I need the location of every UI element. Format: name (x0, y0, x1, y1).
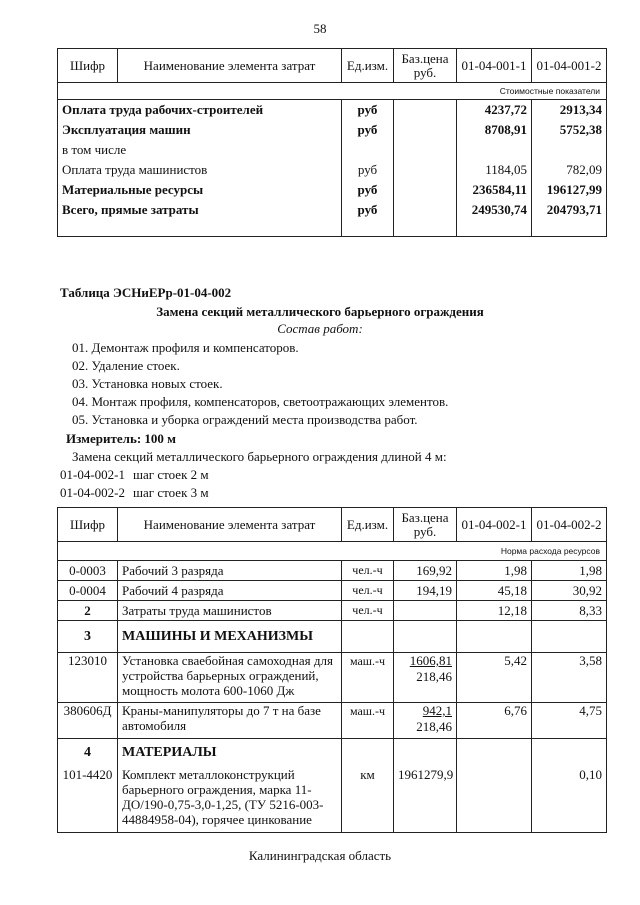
work-item: 01. Демонтаж профиля и компенсаторов. (72, 340, 299, 355)
section-code: 4 (58, 739, 118, 767)
row-value-1 (457, 739, 532, 767)
work-item: 05. Установка и уборка ограждений места производства работ. (72, 412, 418, 427)
table-row (58, 120, 607, 140)
row-price (394, 601, 457, 621)
row-blank (58, 220, 342, 237)
row-value-2: 196127,99 (532, 180, 607, 200)
row-code: 0-0004 (58, 581, 118, 601)
page-number: 58 (313, 21, 327, 36)
row-unit: маш.-ч (342, 653, 394, 703)
table-caption: Замена секций металлического барьерного ограждения (156, 304, 484, 319)
row-name: Всего, прямые затраты (58, 200, 342, 220)
row-value-1: 1,98 (457, 561, 532, 581)
work-item: 02. Удаление стоек. (72, 358, 180, 373)
work-item: 04. Монтаж профиля, компенсаторов, светоотражающих элементов. (72, 394, 449, 409)
row-value-1: 8708,91 (457, 120, 532, 140)
row-unit (342, 739, 394, 767)
table-row (58, 220, 607, 237)
works-title: Состав работ: (277, 321, 363, 336)
row-blank (457, 220, 532, 237)
row-value-1: 236584,11 (457, 180, 532, 200)
row-blank (532, 220, 607, 237)
meter: Измеритель: 100 м (66, 431, 177, 446)
header-code: Шифр (58, 49, 118, 83)
row-blank (342, 220, 394, 237)
row-unit: руб (342, 180, 394, 200)
row-code: 101-4420 (58, 767, 118, 833)
table-row (58, 653, 607, 703)
header-base-price: Баз.цена руб. (394, 508, 457, 542)
row-price (394, 160, 457, 180)
header-col2: 01-04-002-2 (532, 508, 607, 542)
row-value-2: 8,33 (532, 601, 607, 621)
subheader: Норма расхода ресурсов (58, 542, 607, 561)
row-price-machinist: 218,46 (416, 719, 452, 734)
row-value-2: 1,98 (532, 561, 607, 581)
row-price (394, 200, 457, 220)
subheader: Стоимостные показатели (58, 83, 607, 100)
header-unit: Ед.изм. (342, 49, 394, 83)
table-row (58, 561, 607, 581)
work-item: 03. Установка новых стоек. (72, 376, 223, 391)
header-col1: 01-04-001-1 (457, 49, 532, 83)
row-code: 0-0003 (58, 561, 118, 581)
row-price: 942,1 (422, 703, 452, 718)
table-row (58, 767, 607, 833)
section-code: 3 (58, 621, 118, 653)
row-blank (394, 220, 457, 237)
row-price (394, 180, 457, 200)
row-code: 2 (58, 601, 118, 621)
table-row (58, 140, 607, 160)
row-price (394, 100, 457, 121)
row-unit: руб (342, 200, 394, 220)
table-row (58, 200, 607, 220)
variant-code: 01-04-002-2 (60, 485, 125, 500)
row-name: Рабочий 4 разряда (118, 581, 342, 601)
header-name: Наименование элемента затрат (118, 49, 342, 83)
row-value-2 (532, 621, 607, 653)
row-name: Установка сваебойная самоходная для устройства барьерных ограждений, мощность молота 600-1060 Дж (118, 653, 342, 703)
variant-code: 01-04-002-1 (60, 467, 125, 482)
section-row (58, 621, 607, 653)
table-row (58, 601, 607, 621)
resource-table (57, 507, 607, 833)
header-code: Шифр (58, 508, 118, 542)
row-value-1 (457, 621, 532, 653)
row-value-1 (457, 140, 532, 160)
row-value-2 (532, 739, 607, 767)
table-row (58, 703, 607, 739)
row-value-2 (532, 140, 607, 160)
row-price: 1961279,9 (394, 767, 457, 833)
row-name: Комплект металлоконструкций барьерного ограждения, марка 11-ДО/190-0,75-3,0-1,25, (ТУ 5216-003-44884958-04), горячее цинкование (118, 767, 342, 833)
variant-text: шаг стоек 2 м (133, 467, 209, 482)
row-value-2: 4,75 (532, 703, 607, 739)
section-row (58, 739, 607, 767)
table-row (58, 180, 607, 200)
row-value-1: 5,42 (457, 653, 532, 703)
row-value-1: 45,18 (457, 581, 532, 601)
row-value-1: 6,76 (457, 703, 532, 739)
row-unit: руб (342, 120, 394, 140)
row-name: Краны-манипуляторы до 7 т на базе автомобиля (118, 703, 342, 739)
row-price (394, 120, 457, 140)
table-row (58, 581, 607, 601)
header-col1: 01-04-002-1 (457, 508, 532, 542)
row-price (394, 621, 457, 653)
row-unit (342, 140, 394, 160)
row-value-1 (457, 767, 532, 833)
row-unit: чел.-ч (342, 561, 394, 581)
row-value-1: 12,18 (457, 601, 532, 621)
row-name: в том числе (58, 140, 342, 160)
row-price-machinist: 218,46 (416, 669, 452, 684)
row-value-2: 2913,34 (532, 100, 607, 121)
row-unit: км (342, 767, 394, 833)
row-name: Рабочий 3 разряда (118, 561, 342, 581)
row-value-2: 5752,38 (532, 120, 607, 140)
row-code: 123010 (58, 653, 118, 703)
header-base-price: Баз.цена руб. (394, 49, 457, 83)
row-unit: руб (342, 160, 394, 180)
row-price (394, 140, 457, 160)
section-name: МАШИНЫ И МЕХАНИЗМЫ (118, 621, 342, 653)
row-name: Оплата труда рабочих-строителей (58, 100, 342, 121)
table-row (58, 100, 607, 121)
cost-table (57, 48, 607, 237)
table-title: Таблица ЭСНиЕРр-01-04-002 (60, 285, 232, 300)
row-unit: чел.-ч (342, 601, 394, 621)
row-value-1: 249530,74 (457, 200, 532, 220)
header-col2: 01-04-001-2 (532, 49, 607, 83)
row-name: Затраты труда машинистов (118, 601, 342, 621)
table-row (58, 160, 607, 180)
header-unit: Ед.изм. (342, 508, 394, 542)
variant-text: шаг стоек 3 м (133, 485, 209, 500)
header-name: Наименование элемента затрат (118, 508, 342, 542)
row-value-2: 30,92 (532, 581, 607, 601)
section-name: МАТЕРИАЛЫ (118, 739, 342, 767)
footer-region: Калининградская область (248, 848, 392, 863)
row-value-2: 204793,71 (532, 200, 607, 220)
row-value-2: 782,09 (532, 160, 607, 180)
description: Замена секций металлического барьерного ограждения длиной 4 м: (72, 449, 447, 464)
row-value-2: 3,58 (532, 653, 607, 703)
row-unit: маш.-ч (342, 703, 394, 739)
row-price: 194,19 (394, 581, 457, 601)
row-name: Оплата труда машинистов (58, 160, 342, 180)
row-unit: руб (342, 100, 394, 121)
row-price (394, 739, 457, 767)
row-unit: чел.-ч (342, 581, 394, 601)
row-value-1: 4237,72 (457, 100, 532, 121)
row-unit (342, 621, 394, 653)
row-name: Материальные ресурсы (58, 180, 342, 200)
row-code: 380606Д (58, 703, 118, 739)
row-value-2: 0,10 (532, 767, 607, 833)
row-value-1: 1184,05 (457, 160, 532, 180)
row-name: Эксплуатация машин (58, 120, 342, 140)
row-price: 1606,81 (409, 653, 452, 668)
row-price: 169,92 (394, 561, 457, 581)
